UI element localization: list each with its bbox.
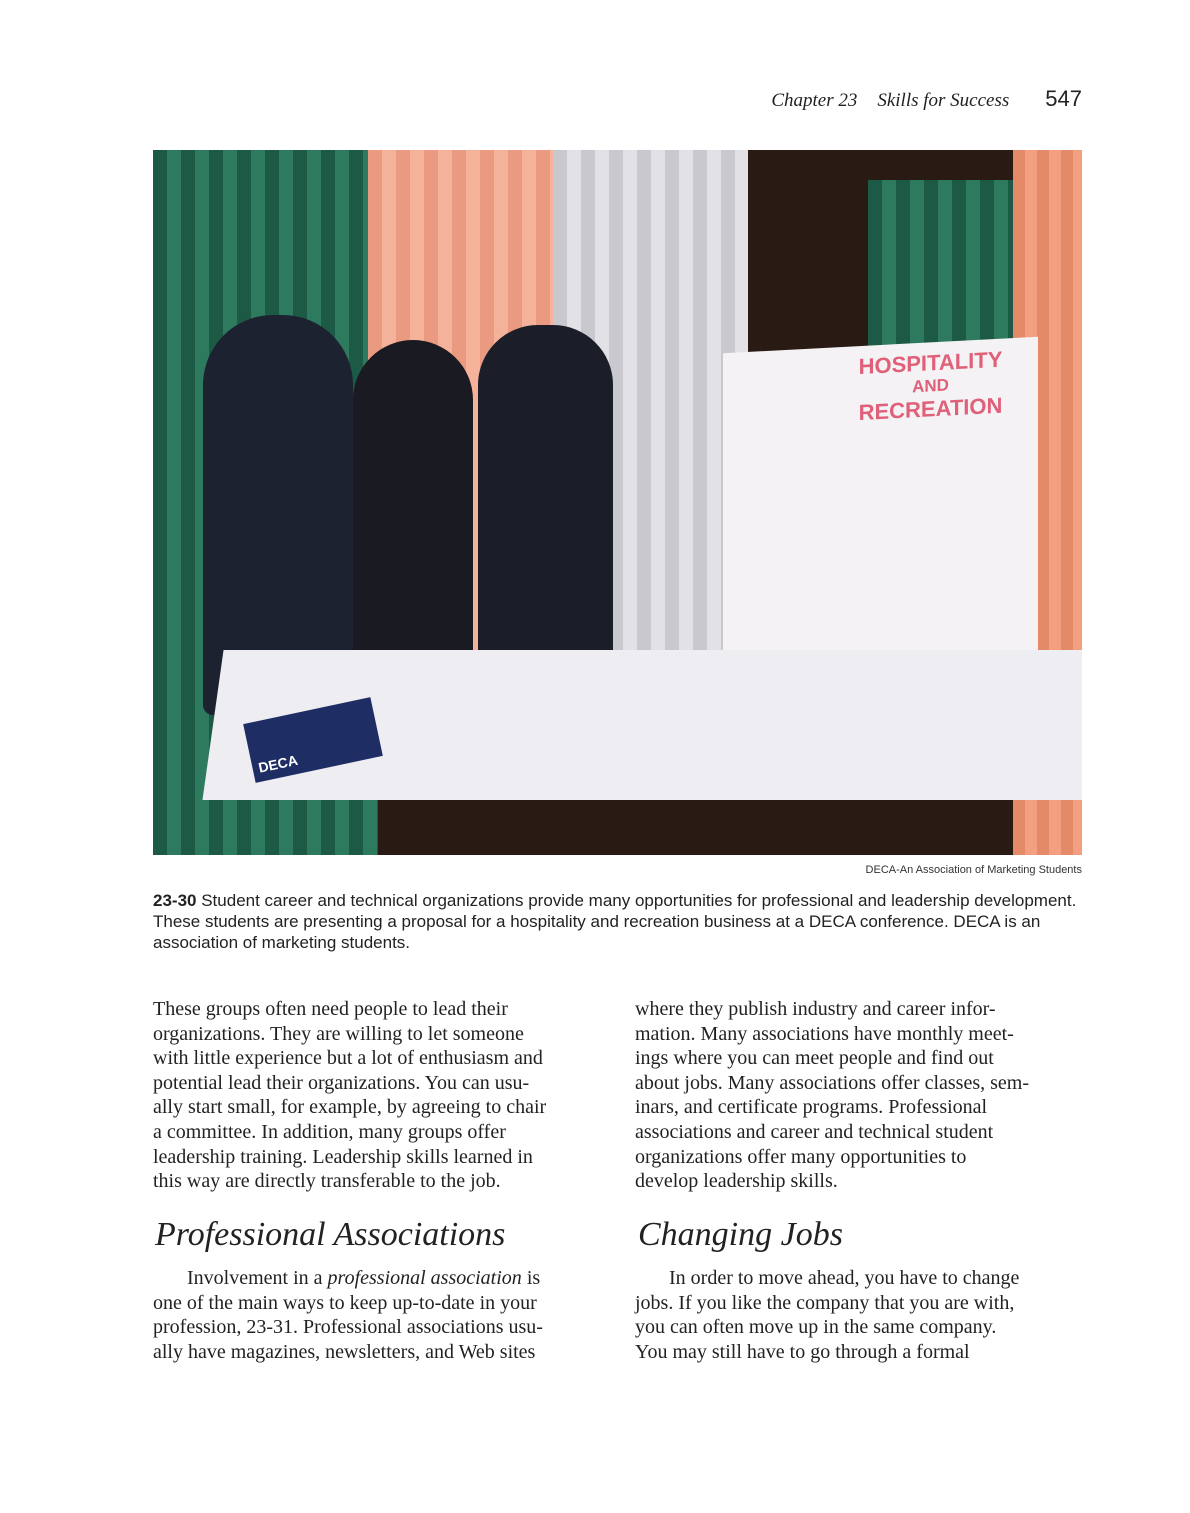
text-line: associations and career and technical student xyxy=(635,1120,994,1143)
chapter-label: Chapter 23 xyxy=(771,90,858,111)
text-line: a committee. In addition, many groups offer xyxy=(153,1120,506,1143)
photo-credit: DECA-An Association of Marketing Students xyxy=(865,864,1082,876)
figure-photo xyxy=(153,150,1082,855)
person-2 xyxy=(353,340,473,680)
text-line: You may still have to go through a formal xyxy=(635,1340,970,1363)
text-line: inars, and certificate programs. Professional xyxy=(635,1096,988,1119)
page-number: 547 xyxy=(1045,86,1082,111)
section-heading-professional-associations: Professional Associations xyxy=(155,1216,506,1253)
text-line: organizations. They are willing to let someone xyxy=(153,1022,524,1045)
text-line: organizations offer many opportunities to xyxy=(635,1145,967,1168)
text-line: with little experience but a lot of enthusiasm and xyxy=(153,1047,543,1070)
text-line: ings where you can meet people and find out xyxy=(635,1047,994,1070)
text-line: develop leadership skills. xyxy=(635,1170,838,1193)
left-column-paragraph xyxy=(153,1266,603,1364)
board-title-1: HOSPITALITY xyxy=(858,346,1003,380)
figure-caption xyxy=(153,890,1083,953)
left-column-intro xyxy=(153,997,603,1194)
text-line: this way are directly transferable to the job. xyxy=(153,1170,501,1193)
text-run: is xyxy=(521,1267,541,1289)
text-line: you can often move up in the same company. xyxy=(635,1316,997,1339)
section-heading-changing-jobs: Changing Jobs xyxy=(638,1216,843,1253)
text-line: In order to move ahead, you have to change xyxy=(669,1267,1020,1289)
right-column-paragraph xyxy=(635,1266,1085,1364)
text-line xyxy=(153,1266,603,1291)
text-run: Involvement in a xyxy=(187,1267,328,1289)
text-line: one of the main ways to keep up-to-date in your xyxy=(153,1291,537,1314)
chapter-title: Skills for Success xyxy=(877,90,1010,111)
text-line: profession, 23-31. Professional associations usu- xyxy=(153,1316,543,1339)
text-line: about jobs. Many associations offer classes, sem- xyxy=(635,1071,1029,1094)
text-line: jobs. If you like the company that you are with, xyxy=(635,1291,1015,1314)
person-3 xyxy=(478,325,613,675)
text-line: leadership training. Leadership skills learned in xyxy=(153,1145,533,1168)
text-line: ally have magazines, newsletters, and Web sites xyxy=(153,1340,536,1363)
key-term: professional association xyxy=(327,1267,522,1289)
running-header xyxy=(771,86,1082,112)
board-title-3: RECREATION xyxy=(858,392,1003,426)
folder-logo-text: DECA xyxy=(256,751,300,776)
right-column-intro xyxy=(635,997,1085,1194)
text-line: mation. Many associations have monthly meet- xyxy=(635,1022,1014,1045)
text-line: potential lead their organizations. You can usu- xyxy=(153,1071,530,1094)
caption-text: Student career and technical organizations provide many opportunities for professional and leadership development. These students are presenting a proposal for a hospitality and recreation business at a DECA conference. DECA is an association of marketing students. xyxy=(153,891,1077,952)
board-title-2: AND xyxy=(912,375,949,397)
caption-number: 23-30 xyxy=(153,891,197,910)
text-line: These groups often need people to lead their xyxy=(153,998,508,1020)
text-line: where they publish industry and career infor- xyxy=(635,998,996,1020)
text-line: ally start small, for example, by agreeing to chair xyxy=(153,1096,547,1119)
display-board xyxy=(723,337,1038,674)
